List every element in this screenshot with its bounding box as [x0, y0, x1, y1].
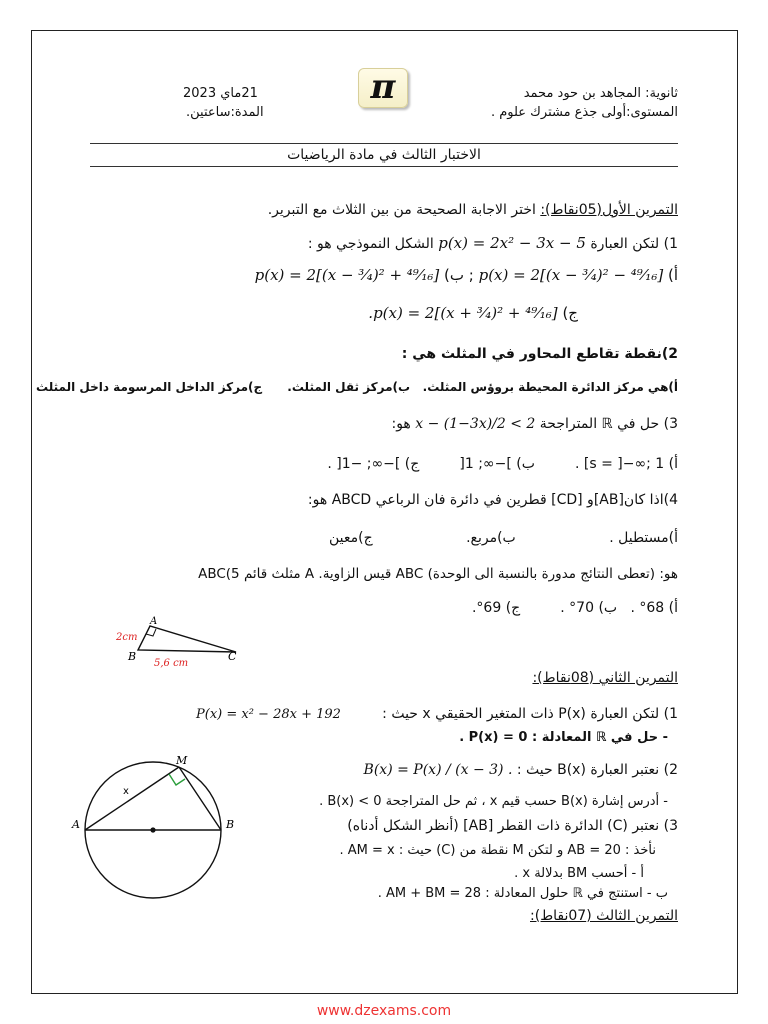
q2-option-a: أ)هي مركز الدائرة المحيطة بروؤس المثلث. [422, 380, 678, 394]
q3-expression: x − (1−3x)/2 < 2 [415, 416, 536, 432]
q1-line [308, 234, 678, 252]
segment-am [85, 767, 179, 830]
q3-option-c: ج) ]−∞; −1[ . [327, 456, 420, 472]
q1-option-b-label: ب) [443, 266, 464, 284]
exercise1-line [268, 202, 678, 218]
ex2-part2 [364, 762, 678, 778]
exercise3-heading: التمرين الثالث (07نقاط): [530, 908, 678, 924]
segment-label-x: x [123, 786, 129, 797]
q4-text: 4)اذا كان[AB]و [CD] قطرين في دائرة فان الرباعي ABCD هو: [307, 492, 678, 508]
q1-options-ab: أ) p(x) = 2[(x − ³⁄₄)² − ⁴⁹⁄₁₆] ; ب) p(x) = 2[(x − ³⁄₄)² + ⁴⁹⁄₁₆] [254, 266, 678, 284]
q1-option-a: p(x) = 2[(x − ³⁄₄)² − ⁴⁹⁄₁₆] [478, 266, 664, 284]
title-rule-bottom [90, 166, 678, 167]
circle-figure [66, 752, 246, 912]
q4-option-a: أ)مستطيل . [609, 530, 678, 546]
q3-option-a: أ) s = ]−∞; 1] . [574, 456, 678, 472]
q1-text: 1) لتكن العبارة [590, 236, 678, 252]
q1-tail: الشكل النموذجي هو : [307, 236, 434, 252]
triangle-label-b: B [128, 650, 137, 663]
footer-website[interactable]: www.dzexams.com [316, 1003, 452, 1019]
exercise1-instruction: اختر الاجابة الصحيحة من بين الثلاث مع التبرير. [267, 202, 541, 218]
ex2-part2-text: 2) نعتبر العبارة B(x) حيث : [516, 762, 678, 778]
triangle-label-c: C [228, 650, 237, 663]
triangle-side-bc: 5,6 cm [154, 658, 189, 669]
ex2-part3-given: نأخذ : AB = 20 و لتكن M نقطة من (C) حيث : AM = x . [339, 843, 656, 858]
ex2-part1-task: - حل في ℝ المعادلة : P(x) = 0 . [459, 730, 668, 745]
circle-label-b: B [226, 818, 235, 831]
q3-options [327, 456, 678, 472]
ex2-part3-b: ب - استنتج في ℝ حلول المعادلة : AM + BM = 28 . [377, 886, 668, 901]
q1-option-b: p(x) = 2[(x − ³⁄₄)² + ⁴⁹⁄₁₆] [254, 266, 440, 284]
q1-option-a-label: أ) [667, 266, 678, 284]
triangle-side-ab: 2cm [116, 632, 138, 643]
q1-expression: p(x) = 2x² − 3x − 5 [438, 234, 586, 252]
exam-date: 21ماي 2023 [183, 86, 258, 101]
right-angle-mark-m [169, 774, 185, 785]
q3-tail: هو: [391, 416, 411, 432]
pi-logo: π [358, 68, 408, 108]
title-rule-top [90, 143, 678, 144]
class-level: المستوى:أولى جذع مشترك علوم . [490, 105, 678, 120]
q5-option-c: ج) 69°. [471, 600, 521, 616]
q3-option-b: ب) ]−∞; 1[ [459, 456, 535, 472]
q5-text: ABC(5 مثلث قائم A .قيس الزاوية ABC هو: (تعطى النتائج مدورة بالنسبة الى الوحدة) [198, 566, 678, 582]
q5-option-a: أ) 68° . [630, 600, 678, 616]
exercise2-heading: التمرين الثاني (08نقاط): [532, 670, 678, 686]
triangle-label-a: A [150, 616, 158, 627]
ex2-part3-a: أ - أحسب BM بدلالة x . [514, 866, 644, 881]
circle-label-m: M [176, 754, 188, 767]
q5-options [472, 600, 678, 616]
q2-option-b: ب)مركز ثقل المثلث. [287, 380, 411, 394]
exercise1-heading: التمرين الأول(05نقاط): [540, 202, 678, 218]
ex2-b-expression: B(x) = P(x) / (x − 3) . [363, 762, 513, 778]
q4-option-c: ج)معين [328, 530, 373, 546]
circle-label-a: A [72, 818, 80, 831]
segment-bm [179, 767, 221, 830]
q4-options [329, 530, 678, 546]
q2-options [36, 380, 678, 394]
ex2-part2-task: - أدرس إشارة B(x) حسب قيم x ، ثم حل المتراجحة B(x) < 0 . [319, 794, 668, 809]
q2-text: 2)نقطة تقاطع المحاور في المثلث هي : [401, 346, 678, 362]
ex2-part1: 1) لتكن العبارة P(x) ذات المتغير الحقيقي x حيث : [382, 706, 678, 722]
ex2-p-expression: P(x) = x² − 28x + 192 [196, 707, 341, 722]
q5-option-b: ب) 70° . [560, 600, 618, 616]
circle-center [150, 827, 155, 832]
q2-option-c: ج)مركز الداخل المرسومة داخل المثلث [36, 380, 263, 394]
q1-option-c: .p(x) = 2[(x + ³⁄₄)² + ⁴⁹⁄₁₆] [368, 304, 558, 322]
q1-option-c-label: ج) [562, 304, 578, 322]
q1-option-c-line [368, 304, 578, 322]
triangle-abc [138, 626, 236, 652]
q3-text: 3) حل في ℝ المتراجحة [539, 416, 678, 432]
exam-title: الاختبار الثالث في مادة الرياضيات [287, 147, 481, 163]
ex2-part3: 3) نعتبر (C) الدائرة ذات القطر [AB] (أنظر الشكل أدناه) [347, 818, 678, 834]
triangle-figure [110, 612, 250, 670]
exam-duration: المدة:ساعتين. [186, 105, 264, 120]
school-name: ثانوية: المجاهد بن حود محمد [523, 86, 678, 101]
q4-option-b: ب)مربع. [466, 530, 516, 546]
q3-line [391, 416, 678, 432]
